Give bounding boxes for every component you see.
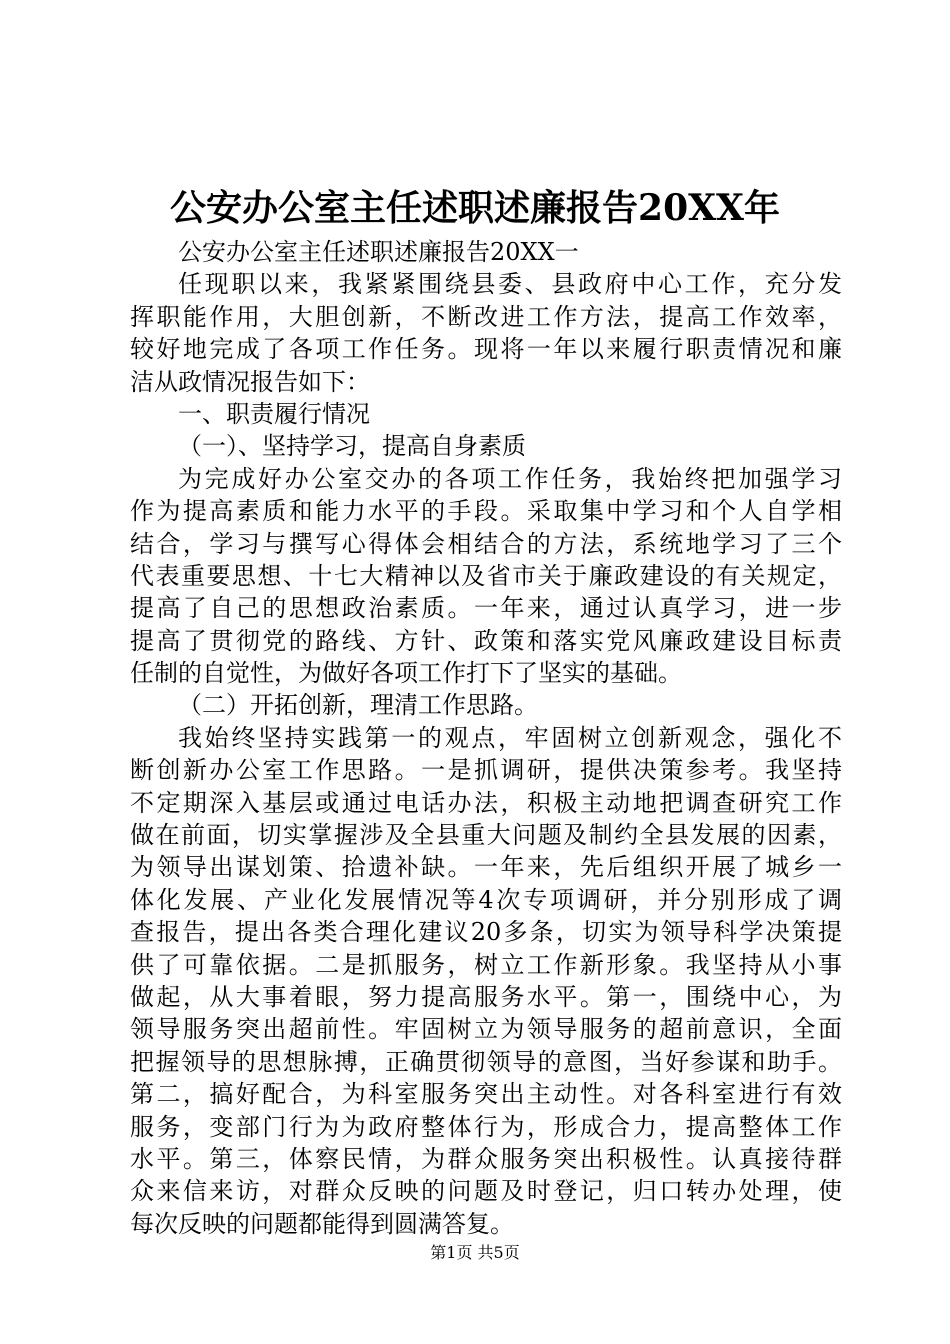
paragraph-line: 服务，变部门行为为政府整体行为，形成合力，提高整体工作 — [130, 1112, 842, 1141]
paragraph-line: 提高了贯彻党的路线、方针、政策和落实党风廉政建设目标责 — [130, 626, 842, 655]
document-title: 公安办公室主任述职述廉报告20XX年 — [170, 187, 780, 229]
paragraph-line: 任制的自觉性，为做好各项工作打下了坚实的基础。 — [130, 659, 682, 688]
paragraph-line: 代表重要思想、十七大精神以及省市关于廉政建设的有关规定， — [130, 561, 842, 590]
paragraph-line: 作为提高素质和能力水平的手段。采取集中学习和个人自学相 — [130, 497, 842, 526]
paragraph-line: 把握领导的思想脉搏，正确贯彻领导的意图，当好参谋和助手。 — [130, 1047, 842, 1076]
paragraph-line: 体化发展、产业化发展情况等4次专项调研，并分别形成了调 — [130, 885, 842, 914]
paragraph-line: 领导服务突出超前性。牢固树立为领导服务的超前意识，全面 — [130, 1015, 842, 1044]
paragraph-line: 不定期深入基层或通过电话办法，积极主动地把调查研究工作 — [130, 788, 842, 817]
paragraph-line: 每次反映的问题都能得到圆满答复。 — [130, 1209, 514, 1238]
paragraph-line: 洁从政情况报告如下： — [130, 367, 370, 396]
paragraph-line: 较好地完成了各项工作任务。现将一年以来履行职责情况和廉 — [130, 335, 842, 364]
paragraph-line: 查报告，提出各类合理化建议20多条，切实为领导科学决策提 — [130, 918, 842, 947]
paragraph-line: 水平。第三，体察民情，为群众服务突出积极性。认真接待群 — [130, 1144, 842, 1173]
paragraph-line: 为完成好办公室交办的各项工作任务，我始终把加强学习 — [178, 464, 842, 493]
paragraph-line: 我始终坚持实践第一的观点，牢固树立创新观念，强化不 — [178, 723, 842, 752]
paragraph-line: 众来信来访，对群众反映的问题及时登记，归口转办处理，使 — [130, 1177, 842, 1206]
paragraph-line: 任现职以来，我紧紧围绕县委、县政府中心工作，充分发 — [178, 270, 842, 299]
paragraph-line: 第二，搞好配合，为科室服务突出主动性。对各科室进行有效 — [130, 1080, 842, 1109]
section-heading: 一、职责履行情况 — [178, 399, 370, 428]
subsection-heading: （二）开拓创新，理清工作思路。 — [178, 691, 538, 720]
document-body — [130, 236, 842, 1240]
paragraph-line: 提高了自己的思想政治素质。一年来，通过认真学习，进一步 — [130, 594, 842, 623]
page-number-footer: 第1页 共5页 — [430, 1243, 520, 1262]
paragraph-line: 断创新办公室工作思路。一是抓调研，提供决策参考。我坚持 — [130, 756, 842, 785]
paragraph-line: 结合，学习与撰写心得体会相结合的方法，系统地学习了三个 — [130, 529, 842, 558]
paragraph-line: 挥职能作用，大胆创新，不断改进工作方法，提高工作效率， — [130, 302, 842, 331]
subtitle-line: 公安办公室主任述职述廉报告20XX一 — [178, 238, 579, 266]
paragraph-line: 供了可靠依据。二是抓服务，树立工作新形象。我坚持从小事 — [130, 950, 842, 979]
paragraph-line: 做在前面，切实掌握涉及全县重大问题及制约全县发展的因素， — [130, 821, 842, 850]
paragraph-line: 做起，从大事着眼，努力提高服务水平。第一，围绕中心，为 — [130, 982, 842, 1011]
paragraph-line: 为领导出谋划策、拾遗补缺。一年来，先后组织开展了城乡一 — [130, 853, 842, 882]
subsection-heading: （一）、坚持学习，提高自身素质 — [178, 432, 526, 461]
